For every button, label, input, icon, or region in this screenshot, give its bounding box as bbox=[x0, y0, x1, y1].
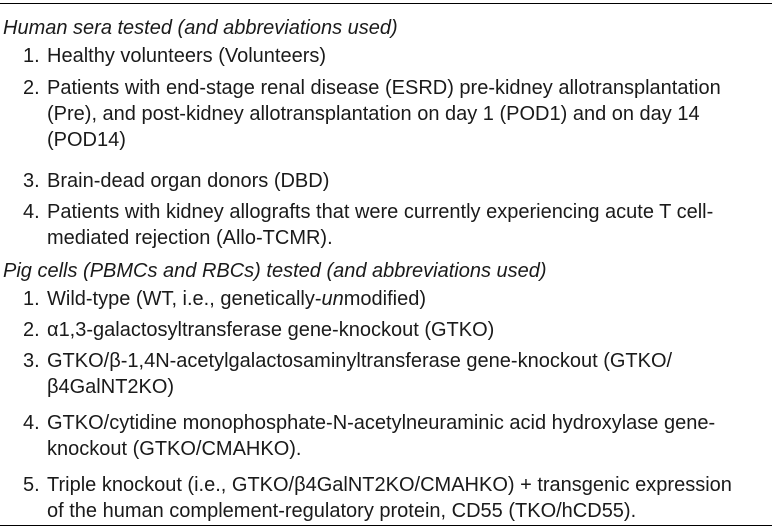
item-text: α1,3-galactosyltransferase gene-knockout (GTKO) bbox=[47, 319, 495, 341]
item-number: 3. bbox=[23, 170, 40, 192]
section-heading-pig-cells: Pig cells (PBMCs and RBCs) tested (and abbreviations used) bbox=[3, 260, 547, 282]
item-text: Triple knockout (i.e., GTKO/β4GalNT2KO/CMAHKO) + transgenic expression of the human complement-regulatory protein, CD55 (TKO/hCD55). bbox=[47, 474, 732, 522]
item-text: GTKO/β-1,4N-acetylgalactosaminyltransferase gene-knockout (GTKO/ β4GalNT2KO) bbox=[47, 350, 673, 398]
list-item bbox=[23, 317, 768, 343]
item-number: 2. bbox=[23, 77, 40, 99]
top-rule bbox=[0, 3, 772, 4]
list-item bbox=[23, 75, 768, 153]
list-item bbox=[23, 168, 768, 194]
section-heading-human-sera: Human sera tested (and abbreviations used) bbox=[3, 17, 398, 39]
item-number: 1. bbox=[23, 288, 40, 310]
bottom-rule bbox=[0, 525, 772, 526]
list-item bbox=[23, 286, 768, 312]
item-text: Wild-type (WT, i.e., genetically-unmodified) bbox=[47, 288, 427, 310]
item-number: 3. bbox=[23, 350, 40, 372]
list-item bbox=[23, 348, 768, 400]
item-number: 4. bbox=[23, 412, 40, 434]
item-text: Patients with kidney allografts that were currently experiencing acute T cell- mediated rejection (Allo-TCMR). bbox=[47, 201, 714, 249]
item-text: Patients with end-stage renal disease (ESRD) pre-kidney allotransplantation (Pre), and post-kidney allotransplantation on day 1 (POD1) and on day 14 (POD14) bbox=[47, 77, 721, 151]
item-text: Brain-dead organ donors (DBD) bbox=[47, 170, 330, 192]
item-number: 2. bbox=[23, 319, 40, 341]
item-text: Healthy volunteers (Volunteers) bbox=[47, 45, 327, 67]
list-item bbox=[23, 410, 768, 462]
item-number: 5. bbox=[23, 474, 40, 496]
list-item bbox=[23, 43, 768, 69]
item-text: GTKO/cytidine monophosphate-N-acetylneuraminic acid hydroxylase gene- knockout (GTKO/CMAHKO). bbox=[47, 412, 716, 460]
list-item bbox=[23, 472, 768, 524]
item-number: 4. bbox=[23, 201, 40, 223]
list-item bbox=[23, 199, 768, 251]
item-number: 1. bbox=[23, 45, 40, 67]
